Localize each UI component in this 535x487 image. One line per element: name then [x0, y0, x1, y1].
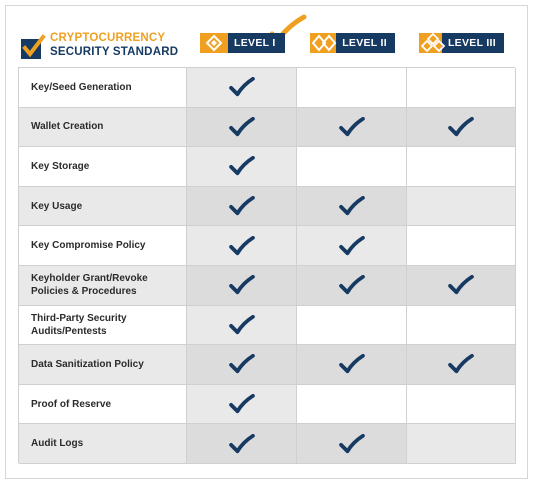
level-3-cell: [407, 147, 516, 187]
row-label-cell: [19, 68, 187, 108]
row-label: Wallet Creation: [31, 121, 104, 133]
row-label: Data Sanitization Policy: [31, 358, 144, 370]
checkmark-icon: [229, 394, 255, 414]
level-2-cell: [297, 385, 407, 425]
table-row: [19, 306, 516, 346]
level-2-cell: [297, 424, 407, 464]
level-3-cell: [407, 187, 516, 227]
row-label: Third-Party Security Audits/Pentests: [31, 312, 127, 337]
level-3-cell: [407, 306, 516, 346]
diamond-icon: [200, 33, 228, 53]
level-1-cell: [187, 266, 297, 306]
level-2-cell: [297, 306, 407, 346]
checkmark-icon: [229, 275, 255, 295]
table-row: [19, 385, 516, 425]
checkmark-icon: [448, 275, 474, 295]
row-label: Key/Seed Generation: [31, 81, 132, 93]
table-row: [19, 147, 516, 187]
level-1-cell: [187, 68, 297, 108]
level-2-cell: [297, 187, 407, 227]
shield-check-icon: [18, 33, 46, 61]
row-label-cell: [19, 385, 187, 425]
row-label: Audit Logs: [31, 438, 84, 450]
diamond-icon: [310, 33, 338, 53]
row-label-cell: [19, 147, 187, 187]
level-1-label: LEVEL I: [234, 37, 276, 49]
level-3-cell: [407, 226, 516, 266]
level-2-badge: [310, 33, 395, 53]
checkmark-icon: [339, 354, 365, 374]
checkmark-icon: [229, 117, 255, 137]
level-3-cell: [407, 68, 516, 108]
level-1-cell: [187, 424, 297, 464]
table-row: [19, 187, 516, 227]
level-3-badge: [419, 33, 504, 53]
logo-title-line1: CRYPTOCURRENCY: [50, 32, 166, 44]
checkmark-icon: [229, 434, 255, 454]
level-2-cell: [297, 147, 407, 187]
level-1-cell: [187, 108, 297, 148]
table-row: [19, 424, 516, 464]
checkmark-icon: [229, 354, 255, 374]
level-1-cell: [187, 345, 297, 385]
checkmark-icon: [339, 236, 365, 256]
checkmark-icon: [339, 434, 365, 454]
checkmark-icon: [448, 354, 474, 374]
checkmark-icon: [229, 156, 255, 176]
checkmark-icon: [229, 196, 255, 216]
table-row: [19, 226, 516, 266]
logo-title-line2: SECURITY STANDARD: [50, 46, 179, 58]
table-row: [19, 108, 516, 148]
level-2-cell: [297, 266, 407, 306]
level-3-label: LEVEL III: [447, 37, 496, 49]
level-3-cell: [407, 424, 516, 464]
row-label: Keyholder Grant/Revoke Policies & Procedures: [31, 273, 148, 298]
level-1-cell: [187, 385, 297, 425]
checkmark-icon: [339, 196, 365, 216]
level-1-cell: [187, 147, 297, 187]
row-label-cell: [19, 226, 187, 266]
checkmark-icon: [229, 315, 255, 335]
row-label: Key Compromise Policy: [31, 240, 146, 252]
table-row: [19, 345, 516, 385]
checkmark-icon: [339, 275, 365, 295]
row-label: Key Usage: [31, 200, 83, 212]
level-1-badge: [200, 33, 285, 53]
row-label-cell: [19, 187, 187, 227]
level-2-cell: [297, 108, 407, 148]
table-row: [19, 68, 516, 108]
row-label-cell: [19, 266, 187, 306]
checkmark-icon: [229, 77, 255, 97]
table-row: [19, 266, 516, 306]
level-2-cell: [297, 226, 407, 266]
level-1-cell: [187, 187, 297, 227]
requirements-table: [18, 67, 515, 463]
row-label-cell: [19, 424, 187, 464]
row-label-cell: [19, 306, 187, 346]
level-2-cell: [297, 345, 407, 385]
level-3-cell: [407, 345, 516, 385]
level-3-cell: [407, 385, 516, 425]
checkmark-icon: [229, 236, 255, 256]
row-label: Proof of Reserve: [31, 398, 112, 410]
level-2-label: LEVEL II: [342, 37, 387, 49]
level-2-cell: [297, 68, 407, 108]
diamond-icon: [419, 33, 447, 53]
row-label-cell: [19, 108, 187, 148]
row-label: Key Storage: [31, 160, 90, 172]
level-3-cell: [407, 108, 516, 148]
row-label-cell: [19, 345, 187, 385]
checkmark-icon: [339, 117, 365, 137]
level-1-cell: [187, 226, 297, 266]
level-3-cell: [407, 266, 516, 306]
checkmark-icon: [448, 117, 474, 137]
logo: [18, 30, 178, 64]
level-1-cell: [187, 306, 297, 346]
